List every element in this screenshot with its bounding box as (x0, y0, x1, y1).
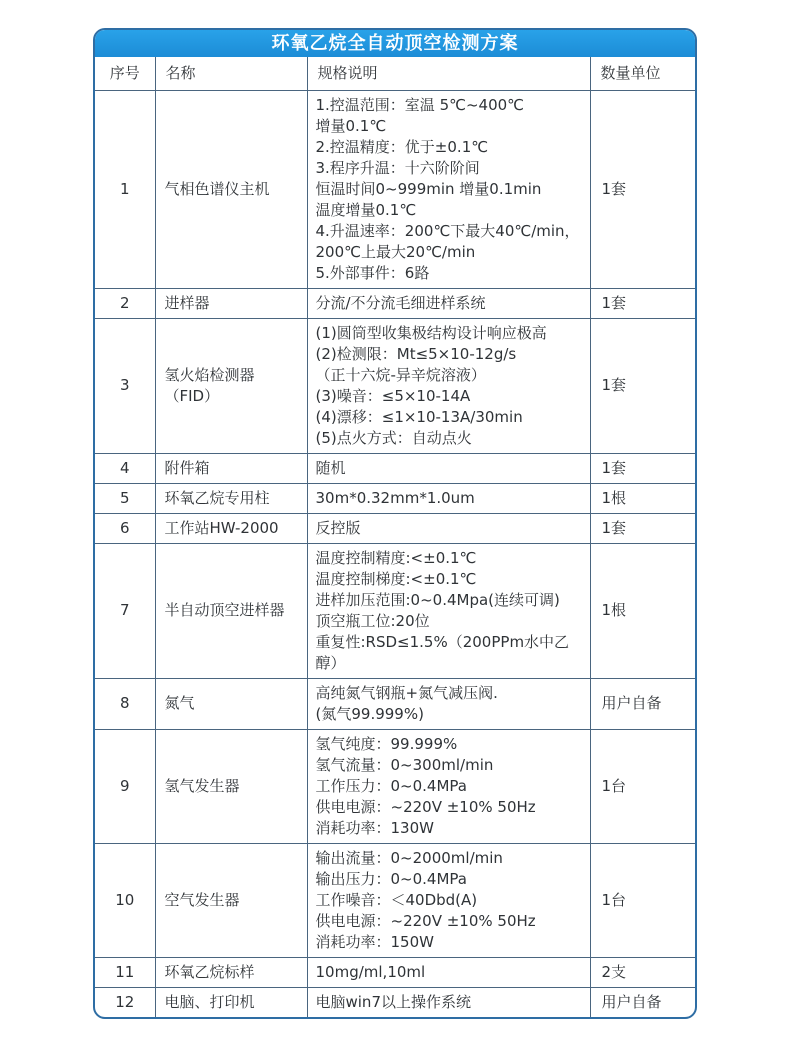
item-spec (307, 453, 590, 483)
spec-line: 顶空瓶工位:20位 (315, 611, 430, 630)
table-row (95, 843, 695, 957)
page-title: 环氧乙烷全自动顶空检测方案 (95, 30, 695, 57)
table-row (95, 543, 695, 678)
table-row (95, 318, 695, 453)
spec-line: (2)检测限：Mt≤5×10-12g/s (315, 344, 517, 363)
spec-line: 氢气纯度：99.999% (315, 734, 458, 753)
item-name: 空气发生器 (155, 843, 307, 957)
item-spec (307, 318, 590, 453)
spec-line: 1.控温范围：室温 5℃~400℃ (315, 95, 525, 114)
spec-line: 增量0.1℃ (315, 116, 387, 135)
item-name: 环氧乙烷标样 (155, 957, 307, 987)
spec-line: 5.外部事件：6路 (315, 263, 430, 282)
spec-line: 氢气流量：0~300ml/min (315, 755, 494, 774)
item-quantity: 2支 (590, 957, 695, 987)
table-row (95, 513, 695, 543)
spec-line: 分流/不分流毛细进样系统 (315, 293, 486, 312)
table-row (95, 288, 695, 318)
item-quantity: 1套 (590, 288, 695, 318)
item-spec (307, 543, 590, 678)
item-name: 半自动顶空进样器 (155, 543, 307, 678)
item-name: 工作站HW-2000 (155, 513, 307, 543)
spec-line: 重复性:RSD≤1.5%（200PPm水中乙醇） (315, 632, 570, 672)
item-spec (307, 288, 590, 318)
column-header-qty: 数量单位 (590, 57, 695, 90)
spec-line: (3)噪音：≤5×10-14A (315, 386, 471, 405)
item-quantity: 1台 (590, 843, 695, 957)
spec-line: 供电电源：~220V ±10% 50Hz (315, 911, 536, 930)
spec-line: 电脑win7以上操作系统 (315, 992, 471, 1011)
table-row (95, 90, 695, 288)
item-spec (307, 987, 590, 1017)
spec-line: 输出压力：0~0.4MPa (315, 869, 467, 888)
table-row (95, 957, 695, 987)
spec-line: 消耗功率：130W (315, 818, 434, 837)
item-spec (307, 678, 590, 729)
table-body (95, 90, 695, 1017)
spec-line: 温度控制梯度:<±0.1℃ (315, 569, 477, 588)
item-spec (307, 483, 590, 513)
column-header-name: 名称 (155, 57, 307, 90)
item-name: 附件箱 (155, 453, 307, 483)
item-quantity: 1套 (590, 513, 695, 543)
spec-line: (4)漂移：≤1×10-13A/30min (315, 407, 523, 426)
table-row (95, 483, 695, 513)
item-spec (307, 90, 590, 288)
table-row (95, 987, 695, 1017)
spec-line: (1)圆筒型收集极结构设计响应极高 (315, 323, 547, 342)
item-spec (307, 729, 590, 843)
item-name: 氢火焰检测器（FID） (155, 318, 307, 453)
spec-line: 工作压力：0~0.4MPa (315, 776, 467, 795)
item-quantity: 用户自备 (590, 678, 695, 729)
row-number: 4 (95, 453, 155, 483)
row-number: 7 (95, 543, 155, 678)
row-number: 6 (95, 513, 155, 543)
spec-line: 温度控制精度:<±0.1℃ (315, 548, 477, 567)
item-name: 氢气发生器 (155, 729, 307, 843)
spec-sheet (93, 28, 697, 1019)
item-name: 气相色谱仪主机 (155, 90, 307, 288)
spec-line: 200℃上最大20℃/min (315, 242, 476, 261)
table-row (95, 678, 695, 729)
spec-line: 高纯氮气钢瓶+氮气减压阀. (315, 683, 498, 702)
item-quantity: 1根 (590, 483, 695, 513)
item-name: 氮气 (155, 678, 307, 729)
item-name: 电脑、打印机 (155, 987, 307, 1017)
item-quantity: 用户自备 (590, 987, 695, 1017)
spec-line: 供电电源：~220V ±10% 50Hz (315, 797, 536, 816)
spec-line: 4.升温速率：200℃下最大40℃/min， (315, 221, 580, 240)
row-number: 1 (95, 90, 155, 288)
spec-line: 反控版 (315, 518, 361, 537)
row-number: 9 (95, 729, 155, 843)
row-number: 2 (95, 288, 155, 318)
item-quantity: 1台 (590, 729, 695, 843)
item-spec (307, 957, 590, 987)
spec-line: 30m*0.32mm*1.0um (315, 488, 475, 507)
item-quantity: 1根 (590, 543, 695, 678)
spec-line: 输出流量：0~2000ml/min (315, 848, 503, 867)
table-row (95, 729, 695, 843)
spec-line: 温度增量0.1℃ (315, 200, 417, 219)
item-quantity: 1套 (590, 453, 695, 483)
column-header-no: 序号 (95, 57, 155, 90)
spec-line: （正十六烷-异辛烷溶液） (315, 365, 486, 384)
spec-line: 2.控温精度：优于±0.1℃ (315, 137, 489, 156)
item-quantity: 1套 (590, 318, 695, 453)
spec-line: (氮气99.999%) (315, 704, 424, 723)
spec-line: 工作噪音：＜40Dbd(A) (315, 890, 478, 909)
item-quantity: 1套 (590, 90, 695, 288)
header-row (95, 57, 695, 90)
column-header-spec: 规格说明 (307, 57, 590, 90)
spec-line: 10mg/ml,10ml (315, 962, 426, 981)
spec-line: 3.程序升温：十六阶阶间 (315, 158, 480, 177)
spec-line: 进样加压范围:0~0.4Mpa(连续可调) (315, 590, 560, 609)
spec-line: 恒温时间0~999min 增量0.1min (315, 179, 542, 198)
row-number: 10 (95, 843, 155, 957)
spec-line: 消耗功率：150W (315, 932, 434, 951)
row-number: 11 (95, 957, 155, 987)
spec-line: 随机 (315, 458, 346, 477)
item-spec (307, 843, 590, 957)
row-number: 12 (95, 987, 155, 1017)
row-number: 3 (95, 318, 155, 453)
row-number: 8 (95, 678, 155, 729)
item-name: 环氧乙烷专用柱 (155, 483, 307, 513)
row-number: 5 (95, 483, 155, 513)
table-row (95, 453, 695, 483)
item-name: 进样器 (155, 288, 307, 318)
item-spec (307, 513, 590, 543)
spec-line: (5)点火方式：自动点火 (315, 428, 472, 447)
spec-table (95, 57, 695, 1017)
